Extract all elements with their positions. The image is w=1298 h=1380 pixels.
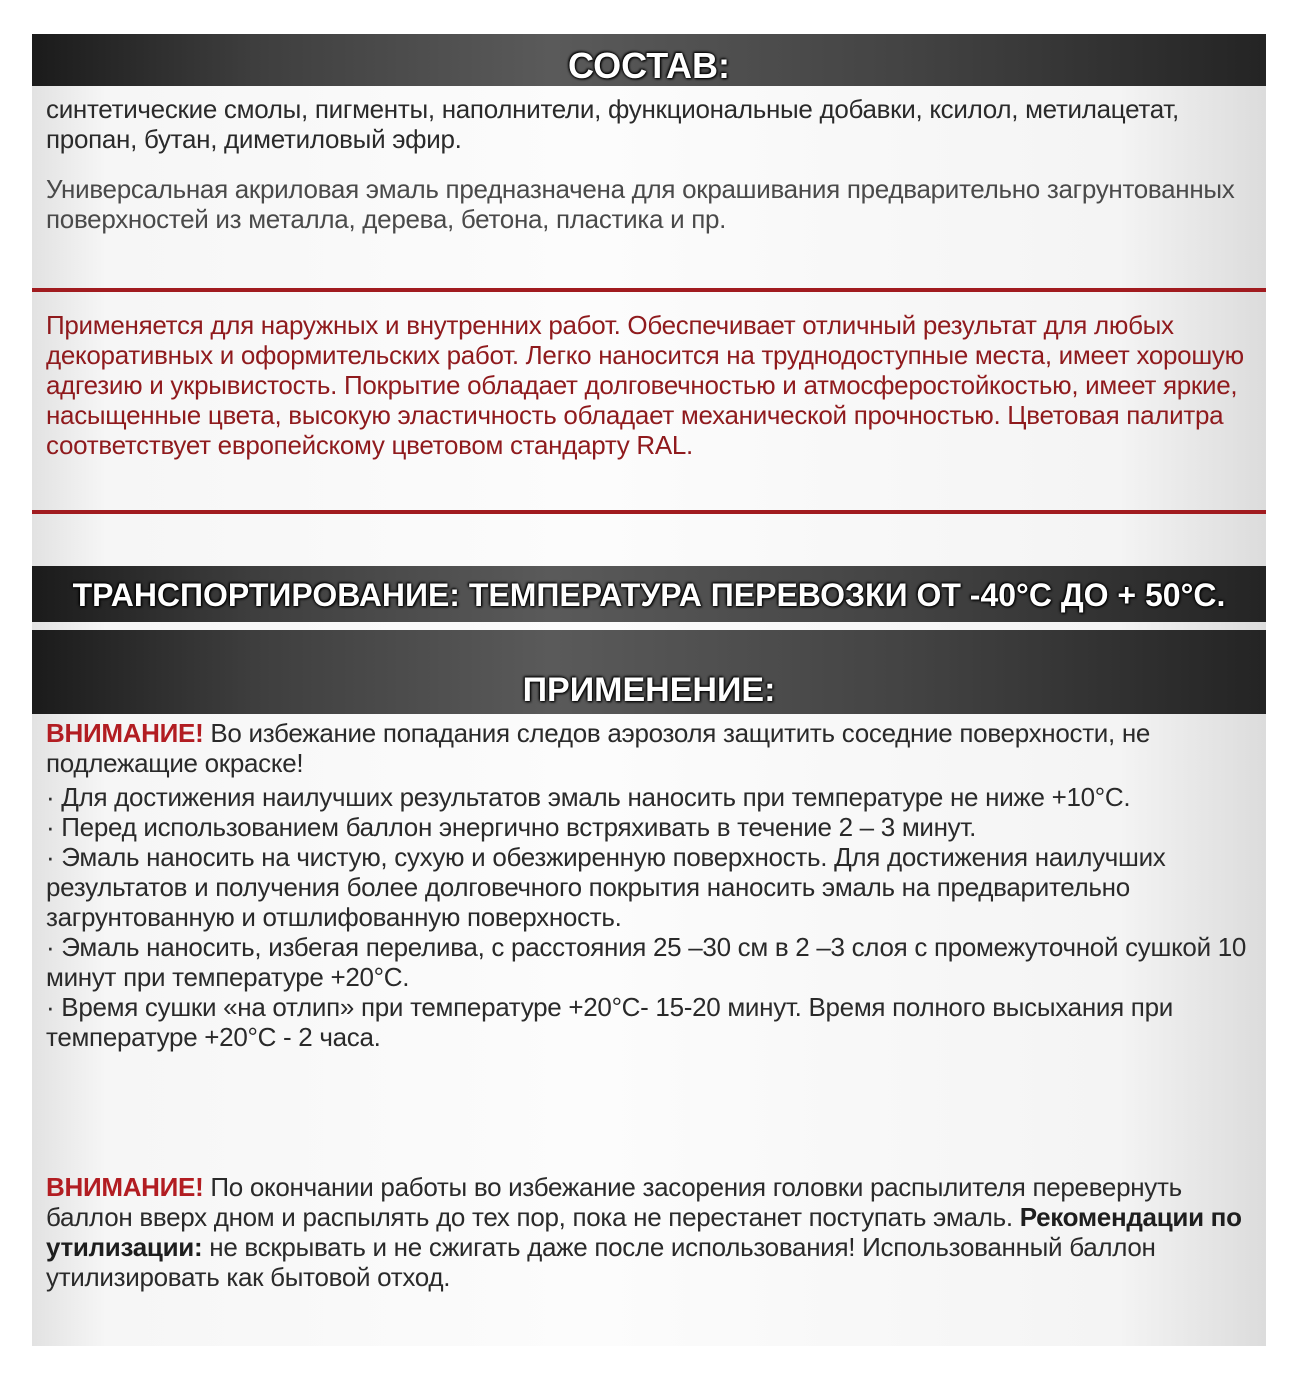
features-text: Применяется для наружных и внутренних работ. Обеспечивает отличный результат для любых декоративных и оформительских работ. Легко наносится на труднодоступные места, имеет хорошую адгезию и укрывистость. Покрытие обладает долговечностью и атмосферостойкостью, имеет яркие, насыщенные цвета, высокую эластичность обладает механической прочностью. Цветовая палитра соответствует европейскому цветовом стандарту RAL. [46, 310, 1244, 460]
transport-band [32, 566, 1266, 622]
warning2-label: ВНИМАНИЕ! [46, 1172, 204, 1202]
composition-title: СОСТАВ: [568, 45, 730, 86]
application-header-band [32, 648, 1266, 714]
composition-purpose: Универсальная акриловая эмаль предназначена для окрашивания предварительно загрунтованных поверхностей из металла, дерева, бетона, пластика и пр. [46, 174, 1235, 234]
bullet-item: · Для достижения наилучших результатов эмаль наносить при температуре не ниже +10°С. [46, 782, 1131, 812]
application-warning [46, 718, 1256, 778]
bullet-item: · Перед использованием баллон энергично встряхивать в течение 2 – 3 минут. [46, 812, 977, 842]
disposal-label: Рекомендации по утилизации: [46, 1202, 1242, 1262]
features-bottom-rule [32, 510, 1266, 514]
application-warning-2 [46, 1172, 1256, 1292]
features-top-rule [32, 288, 1266, 292]
composition-ingredients: синтетические смолы, пигменты, наполнители, функциональные добавки, ксилол, метилацетат, пропан, бутан, диметиловый эфир. [46, 94, 1179, 154]
bullet-item: · Эмаль наносить, избегая перелива, с расстояния 25 –30 см в 2 –3 слоя с промежуточной сушкой 10 минут при температуре +20°С. [46, 932, 1247, 992]
composition-header-band [32, 34, 1266, 86]
aerosol-can-label [32, 34, 1266, 1346]
warning2-text: По окончании работы во избежание засорения головки распылителя перевернуть баллон вверх дном и распылять до тех пор, пока не перестанет поступать эмаль. [46, 1172, 1182, 1232]
warning-label: ВНИМАНИЕ! [46, 718, 204, 748]
bullet-item: · Время сушки «на отлип» при температуре +20°С- 15-20 минут. Время полного высыхания при температуре +20°С - 2 часа. [46, 992, 1173, 1052]
bullet-item: · Эмаль наносить на чистую, сухую и обезжиренную поверхность. Для достижения наилучших результатов и получения более долговечного покрытия наносить эмаль на предварительно загрунтованную и отшлифованную поверхность. [46, 842, 1166, 932]
transport-title: ТРАНСПОРТИРОВАНИЕ: ТЕМПЕРАТУРА ПЕРЕВОЗКИ ОТ -40°С ДО + 50°С. [72, 577, 1226, 613]
application-title: ПРИМЕНЕНИЕ: [522, 671, 776, 709]
warning-text: Во избежание попадания следов аэрозоля защитить соседние поверхности, не подлежащие окраске! [46, 718, 1151, 778]
application-top-band [32, 630, 1266, 648]
application-bullets [46, 782, 1256, 1052]
disposal-text: не вскрывать и не сжигать даже после использования! Использованный баллон утилизировать как бытовой отход. [46, 1232, 1156, 1292]
